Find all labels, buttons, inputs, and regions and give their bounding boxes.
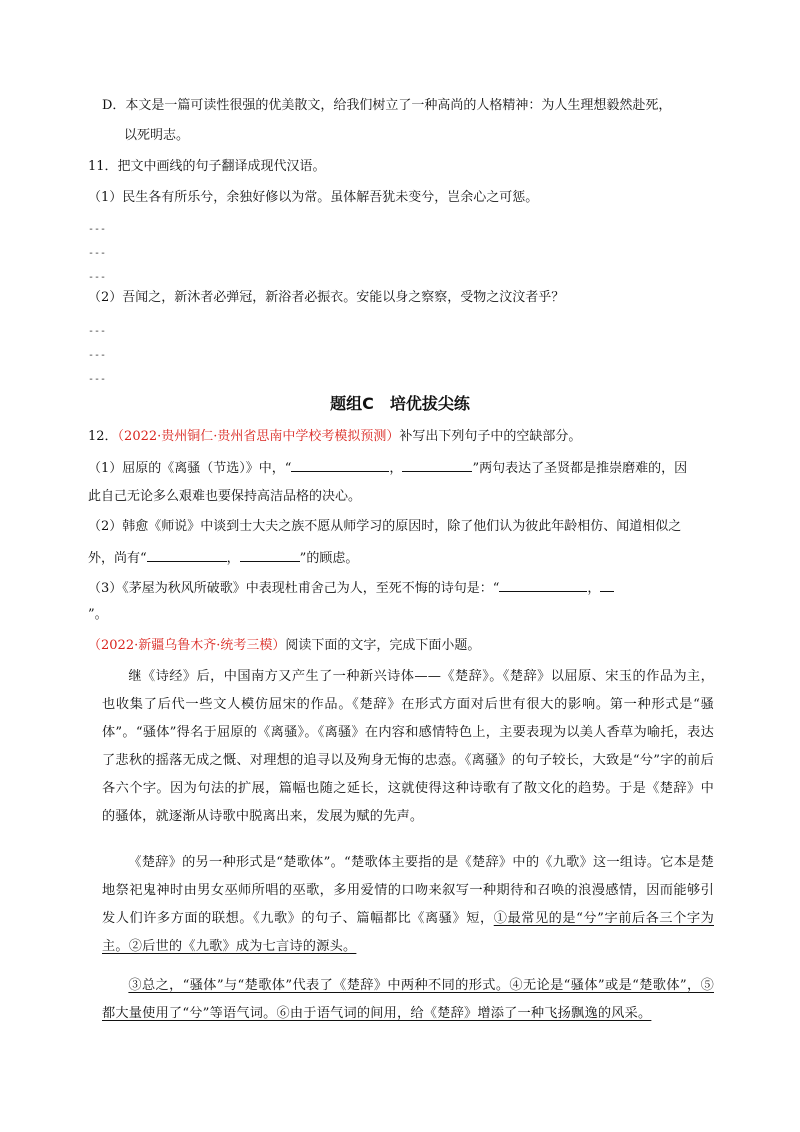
answer-line: --- <box>88 224 107 235</box>
reading-paragraph-2 <box>102 849 714 961</box>
q12-part2-text: 外，尚有“ <box>88 551 147 566</box>
fill-blank[interactable] <box>499 577 587 592</box>
q12-part1-comma: ， <box>389 461 403 476</box>
q12-part2-line1: （2）韩愈《师说》中谈到士大夫之族不愿从师学习的原因时，除了他们认为彼此年龄相仿、闻道相似之 <box>88 519 682 534</box>
answer-line: --- <box>88 374 107 385</box>
q12-part2-text-end: ”的顾虑。 <box>299 551 359 566</box>
q12-part1-line2: 此自己无论多么艰难也要保持高洁品格的决心。 <box>88 489 362 504</box>
q12-part3-line2 <box>88 605 108 625</box>
question-11-stem: 11．把文中画线的句子翻译成现代汉语。 <box>88 159 326 174</box>
q12-part1-text: （1）屈原的《离骚（节选）》中，“ <box>88 461 292 476</box>
answer-line: --- <box>88 248 107 259</box>
question-11-sentence-2: （2）吾闻之，新沐者必弹冠，新浴者必振衣。安能以身之察察，受物之汶汶者乎？ <box>88 290 565 305</box>
reading-header <box>88 636 480 656</box>
q12-part3-text: （3）《茅屋为秋风所破歌》中表现杜甫舍己为人，至死不悔的诗句是：“ <box>88 581 500 596</box>
question-source: （2022·贵州铜仁·贵州省思南中学校考模拟预测） <box>117 429 400 444</box>
section-title: 题组C 培优拔尖练 <box>330 394 470 413</box>
answer-line: --- <box>88 350 107 361</box>
reading-paragraph-3-underlined: ③总之，“骚体”与“楚歌体”代表了《楚辞》中两种不同的形式。④无论是“骚体”或是“楚歌体”，⑤都大量使用了“兮”等语气词。⑥由于语气词的间用，给《楚辞》增添了一种飞扬飘逸的风采。 <box>102 978 714 1021</box>
question-number: 12． <box>88 429 118 444</box>
q12-part3-line1 <box>88 577 614 599</box>
fill-blank[interactable] <box>600 577 614 592</box>
option-d-line1: D．本文是一篇可读性很强的优美散文，给我们树立了一种高尚的人格精神：为人生理想毅然赴死， <box>102 98 672 113</box>
q12-part1-line1 <box>88 457 687 479</box>
question-stem: 补写出下列句子中的空缺部分。 <box>399 429 582 444</box>
q12-part1-text-end: ”两句表达了圣贤都是推崇磨难的，因 <box>472 461 688 476</box>
fill-blank[interactable] <box>147 547 227 562</box>
underlined-sentence: ①最常见的是“兮”字前后各三个字为主。②后世的《九歌》成为七言诗的源头。 <box>102 911 714 954</box>
fill-blank[interactable] <box>240 547 300 562</box>
q12-part3-close: ”。 <box>88 607 108 622</box>
answer-line: --- <box>88 272 107 283</box>
reading-source: （2022·新疆乌鲁木齐·统考三模） <box>88 638 286 653</box>
option-d-line2: 以死明志。 <box>124 128 190 143</box>
q12-part2-comma: ， <box>226 551 240 566</box>
reading-stem: 阅读下面的文字，完成下面小题。 <box>285 638 481 653</box>
q12-part2-line2 <box>88 547 358 569</box>
fill-blank[interactable] <box>291 457 389 472</box>
q12-part3-comma: ， <box>587 581 601 596</box>
question-12-header <box>88 427 581 447</box>
question-11-sentence-1: （1）民生各有所乐兮，余独好修以为常。虽体解吾犹未变兮，岂余心之可惩。 <box>88 190 539 205</box>
answer-line: --- <box>88 326 107 337</box>
paragraph-2-text: 《楚辞》的另一种形式是“楚歌体”。“楚歌体主要指的是《楚辞》中的《九歌》这一组诗。它本是楚地祭祀鬼神时由男女巫师所唱的巫歌，多用爱情的口吻来叙写一种期待和召唤的浪漫感情，因而能够引发人们许多方面的联想。《九歌》的句子、篇幅都比《离骚》短， <box>102 855 714 926</box>
fill-blank[interactable] <box>402 457 472 472</box>
reading-paragraph-1: 继《诗经》后，中国南方又产生了一种新兴诗体——《楚辞》。《楚辞》以屈原、宋玉的作品为主，也收集了后代一些文人模仿屈宋的作品。《楚辞》在形式方面对后世有很大的影响。第一种形式是“骚体”。“骚体”得名于屈原的《离骚》。《离骚》在内容和感情特色上，主要表现为以美人香草为喻托，表达了悲秋的摇落无成之慨、对理想的追寻以及殉身无悔的忠悫。《离骚》的句子较长，大致是“兮”字的前后各六个字。因为句法的扩展，篇幅也随之延长，这就使得这种诗歌有了散文化的趋势。于是《楚辞》中的骚体，就逐渐从诗歌中脱离出来，发展为赋的先声。 <box>102 669 714 824</box>
